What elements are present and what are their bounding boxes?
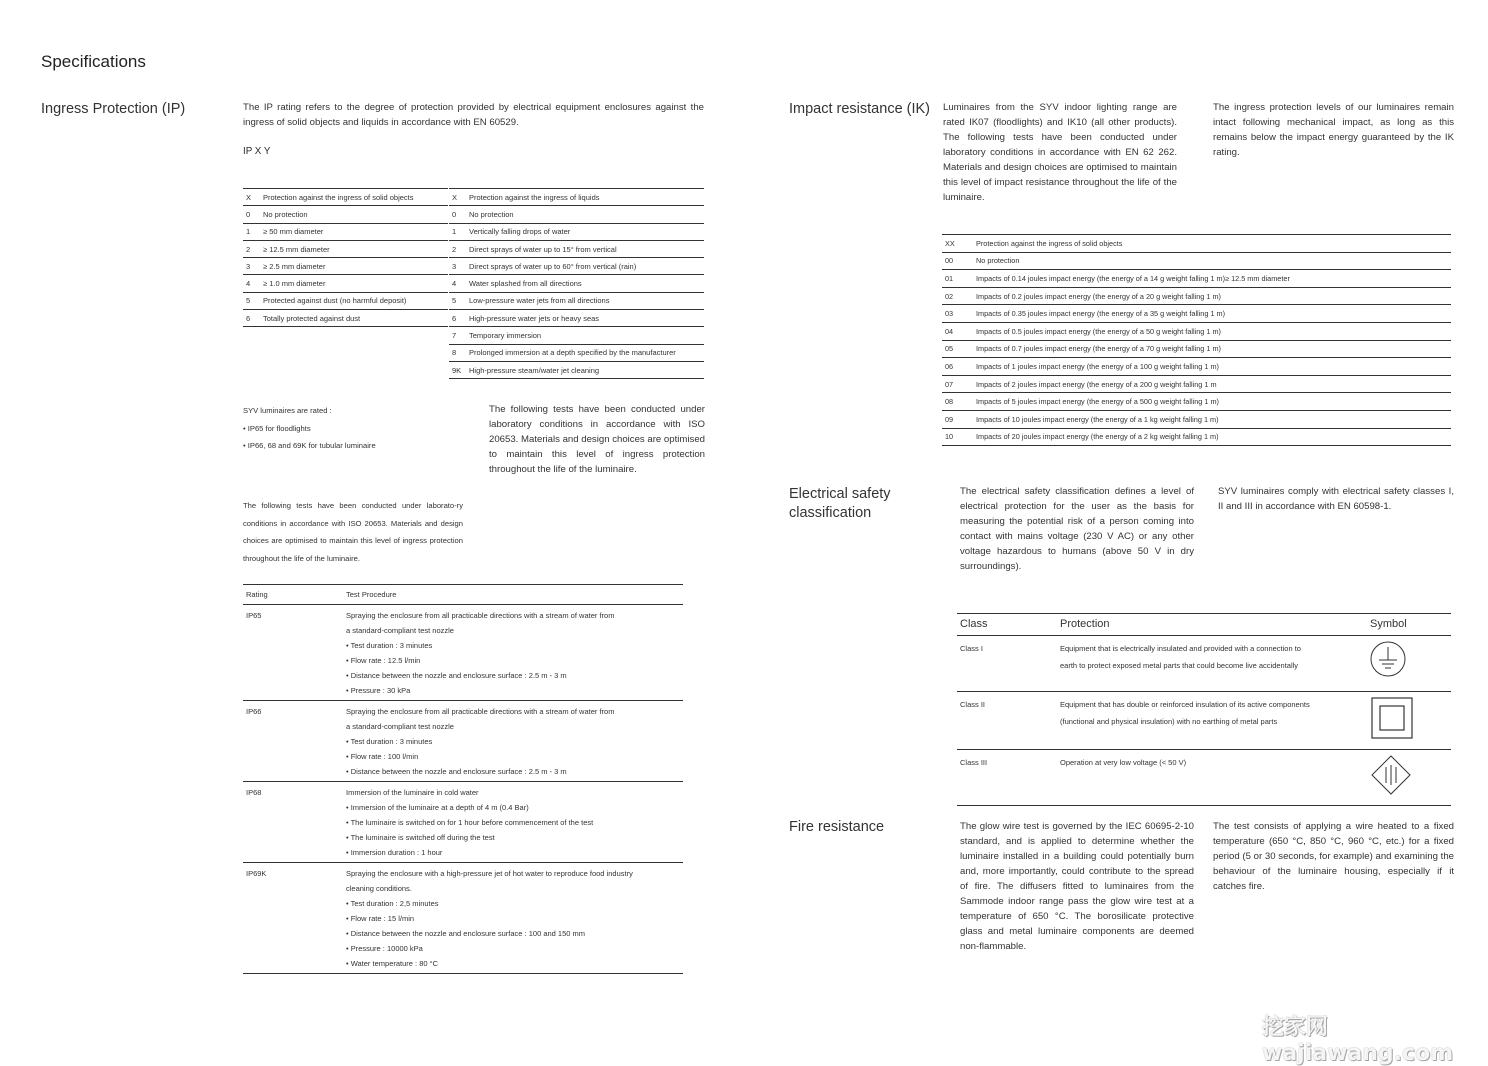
row-label: Water splashed from all directions <box>466 275 704 292</box>
rating-cell: IP66 <box>243 701 343 782</box>
row-label: Impacts of 20 joules impact energy (the energy of a 2 kg weight falling 1 m) <box>973 428 1451 446</box>
class-name: Class III <box>957 750 1057 806</box>
procedure-cell <box>343 782 683 863</box>
table-row <box>942 270 1451 288</box>
rating-header: Rating <box>243 585 343 605</box>
procedure-line: • Pressure : 30 kPa <box>346 686 411 695</box>
table-row <box>449 258 704 275</box>
class-symbol <box>1367 750 1451 806</box>
symbol-header: Symbol <box>1367 614 1451 636</box>
class-protection-line: earth to protect exposed metal parts that could become live accidentally <box>1060 661 1299 670</box>
procedure-line: • Test duration : 2,5 minutes <box>346 899 439 908</box>
row-label: Impacts of 1 joules impact energy (the energy of a 100 g weight falling 1 m) <box>973 358 1451 376</box>
fire-text1: The glow wire test is governed by the IEC 60695-2-10 standard, and is applied to determine whether the luminaire installed in a building could potentially burn and, more importantly, could contribute to the spread of fire. The diffusers fitted to luminaires from the Sammode indoor range pass the glow wire test at a temperature of 650 °C. The borosilicate protective glass and metal luminaire components are deemed non-flammable. <box>960 821 1194 952</box>
table-row <box>449 223 704 240</box>
double-insulation-icon <box>1370 696 1414 740</box>
row-code: 3 <box>449 258 466 275</box>
row-label: ≥ 50 mm diameter <box>260 223 448 240</box>
row-code: 4 <box>449 275 466 292</box>
ip-solid-table <box>243 188 448 327</box>
table-row <box>942 410 1451 428</box>
table-row <box>449 292 704 309</box>
row-label: Direct sprays of water up to 60° from vertical (rain) <box>466 258 704 275</box>
row-code: 1 <box>243 223 260 240</box>
table-row <box>942 305 1451 323</box>
procedure-line: Immersion of the luminaire in cold water <box>346 788 479 797</box>
watermark: 挖家网 wajiawang.com <box>1262 1015 1454 1066</box>
procedure-line: • Water temperature : 80 °C <box>346 959 439 968</box>
procedure-cell <box>343 863 683 974</box>
procedure-line: Spraying the enclosure from all practicable directions with a stream of water from <box>346 707 615 716</box>
electrical-class-table <box>957 613 1451 806</box>
row-code: 6 <box>449 310 466 327</box>
protection-header: Protection <box>1057 614 1367 636</box>
class-row <box>957 636 1451 692</box>
row-code: 10 <box>942 428 973 446</box>
ip-rated-block <box>243 402 443 455</box>
row-code: 5 <box>243 292 260 309</box>
table-row <box>243 275 448 292</box>
row-label: Protected against dust (no harmful deposit) <box>260 292 448 309</box>
row-label: Impacts of 5 joules impact energy (the energy of a 500 g weight falling 1 m) <box>973 393 1451 411</box>
row-code: 09 <box>942 410 973 428</box>
ip-heading: Ingress Protection (IP) <box>41 101 186 117</box>
page-title: Specifications <box>41 52 146 71</box>
table-row <box>942 375 1451 393</box>
earth-symbol-icon <box>1370 640 1410 682</box>
row-code: 7 <box>449 327 466 344</box>
row-label: Temporary immersion <box>466 327 704 344</box>
procedure-line: a standard-compliant test nozzle <box>346 722 454 731</box>
row-code: 5 <box>449 292 466 309</box>
procedure-line: Spraying the enclosure with a high-pressure jet of hot water to reproduce food industry <box>346 869 633 878</box>
procedure-line: • Distance between the nozzle and enclosure surface : 2.5 m - 3 m <box>346 671 567 680</box>
class-protection <box>1057 692 1367 750</box>
procedure-line: • Immersion duration : 1 hour <box>346 848 443 857</box>
electrical-text1: The electrical safety classification defines a level of electrical protection for the user as the basis for measuring the potential risk of a person coming into contact with mains voltage (230 V AC) or any other voltage hazardous to humans (above 50 V in dry surroundings). <box>960 486 1194 572</box>
table-row <box>942 340 1451 358</box>
procedure-line: Spraying the enclosure from all practicable directions with a stream of water from <box>346 611 615 620</box>
row-label: No protection <box>260 206 448 223</box>
table-row <box>449 344 704 361</box>
procedure-cell <box>343 701 683 782</box>
class-protection-line: Equipment that is electrically insulated and provided with a connection to <box>1060 644 1301 653</box>
row-code: 08 <box>942 393 973 411</box>
row-code: 07 <box>942 375 973 393</box>
table-row <box>243 782 683 863</box>
table-row <box>449 327 704 344</box>
table-row <box>942 322 1451 340</box>
procedure-cell <box>343 605 683 701</box>
row-code: 6 <box>243 310 260 327</box>
table-row <box>243 206 448 223</box>
row-label: Direct sprays of water up to 15° from vertical <box>466 240 704 257</box>
row-code: 9K <box>449 361 466 378</box>
row-label: Totally protected against dust <box>260 310 448 327</box>
ik-text2: The ingress protection levels of our luminaires remain intact following mechanical impact, as long as this remains below the impact energy guaranteed by the IK rating. <box>1213 102 1454 158</box>
ik-text1: Luminaires from the SYV indoor lighting range are rated IK07 (floodlights) and IK10 (all other products). The following tests have been conducted under laboratory conditions in accordance with EN 62 262. Materials and design choices are optimised to maintain this level of impact resistance throughout the life of the luminaire. <box>943 102 1177 203</box>
procedure-line: • Flow rate : 100 l/min <box>346 752 419 761</box>
row-label: Impacts of 0.35 joules impact energy (the energy of a 35 g weight falling 1 m) <box>973 305 1451 323</box>
table-row <box>243 240 448 257</box>
procedure-line: a standard-compliant test nozzle <box>346 626 454 635</box>
procedure-line: • Test duration : 3 minutes <box>346 737 433 746</box>
table-row <box>942 287 1451 305</box>
procedure-header: Test Procedure <box>343 585 683 605</box>
row-code: X <box>243 189 260 206</box>
row-label: Low-pressure water jets from all directions <box>466 292 704 309</box>
ip-rated-item: • IP65 for floodlights <box>243 423 311 433</box>
procedure-line: • Distance between the nozzle and enclosure surface : 2.5 m - 3 m <box>346 767 567 776</box>
ip-code: IP X Y <box>243 146 271 157</box>
class-protection <box>1057 636 1367 692</box>
electrical-heading-line: classification <box>789 505 872 521</box>
ip-liquid-table <box>449 188 704 379</box>
row-code: 2 <box>243 240 260 257</box>
procedure-line: • Flow rate : 12.5 l/min <box>346 656 421 665</box>
class-protection <box>1057 750 1367 806</box>
table-row <box>942 393 1451 411</box>
row-label: Protection against the ingress of solid objects <box>260 189 448 206</box>
row-code: 3 <box>243 258 260 275</box>
procedure-line: • Flow rate : 15 l/min <box>346 914 415 923</box>
table-row <box>243 863 683 974</box>
class-three-icon <box>1370 754 1412 796</box>
row-code: 2 <box>449 240 466 257</box>
row-label: High-pressure water jets or heavy seas <box>466 310 704 327</box>
table-row <box>449 240 704 257</box>
table-row <box>243 258 448 275</box>
row-code: 00 <box>942 252 973 270</box>
class-header: Class <box>957 614 1057 636</box>
procedure-line: • Distance between the nozzle and enclosure surface : 100 and 150 mm <box>346 929 586 938</box>
ip-tests-text-small: The following tests have been conducted under laborato-ry conditions in accordance with ISO 20653. Materials and design choices are optimised to maintain this level of ingress protection throughout the life of the luminaire. <box>243 501 463 563</box>
procedure-line: • The luminaire is switched off during the test <box>346 833 495 842</box>
row-label: Vertically falling drops of water <box>466 223 704 240</box>
class-symbol <box>1367 692 1451 750</box>
row-code: 05 <box>942 340 973 358</box>
table-row <box>449 361 704 378</box>
ip-rated-item: • IP66, 68 and 69K for tubular luminaire <box>243 441 376 450</box>
class-row <box>957 750 1451 806</box>
row-code: X <box>449 189 466 206</box>
row-label: Impacts of 0.7 joules impact energy (the energy of a 70 g weight falling 1 m) <box>973 340 1451 358</box>
row-code: 0 <box>449 206 466 223</box>
row-label: ≥ 2.5 mm diameter <box>260 258 448 275</box>
row-code: 01 <box>942 270 973 288</box>
electrical-text2: SYV luminaires comply with electrical safety classes I, II and III in accordance with EN 60598-1. <box>1218 486 1454 512</box>
row-code: 4 <box>243 275 260 292</box>
row-code: 04 <box>942 322 973 340</box>
electrical-heading-line: Electrical safety <box>789 486 891 502</box>
row-code: 03 <box>942 305 973 323</box>
row-label: ≥ 1.0 mm diameter <box>260 275 448 292</box>
row-label: No protection <box>973 252 1451 270</box>
row-label: Prolonged immersion at a depth specified by the manufacturer <box>466 344 704 361</box>
row-label: Impacts of 2 joules impact energy (the energy of a 200 g weight falling 1 m <box>973 375 1451 393</box>
row-code: 1 <box>449 223 466 240</box>
row-label: Impacts of 0.2 joules impact energy (the energy of a 20 g weight falling 1 m) <box>973 287 1451 305</box>
table-row <box>449 310 704 327</box>
fire-text2: The test consists of applying a wire heated to a fixed temperature (650 °C, 850 °C, 960 °C, etc.) for a fixed period (5 or 30 seconds, for example) and examining the behaviour of the luminaire housing, especially if it catches fire. <box>1213 821 1454 892</box>
table-row <box>942 358 1451 376</box>
class-row <box>957 692 1451 750</box>
table-row <box>449 206 704 223</box>
class-symbol <box>1367 636 1451 692</box>
row-label: High-pressure steam/water jet cleaning <box>466 361 704 378</box>
rating-cell: IP65 <box>243 605 343 701</box>
class-name: Class II <box>957 692 1057 750</box>
rating-cell: IP68 <box>243 782 343 863</box>
rating-cell: IP69K <box>243 863 343 974</box>
ip-rating-table <box>243 584 683 974</box>
table-row <box>243 701 683 782</box>
table-row <box>243 310 448 327</box>
table-row <box>243 292 448 309</box>
row-label: Impacts of 10 joules impact energy (the energy of a 1 kg weight falling 1 m) <box>973 410 1451 428</box>
procedure-line: • Pressure : 10000 kPa <box>346 944 423 953</box>
table-row <box>942 428 1451 446</box>
ik-heading: Impact resistance (IK) <box>789 101 931 117</box>
table-row <box>942 235 1451 253</box>
procedure-line: cleaning conditions. <box>346 884 412 893</box>
row-label: Impacts of 0.14 joules impact energy (the energy of a 14 g weight falling 1 m)≥ 12.5 mm diameter <box>973 270 1451 288</box>
procedure-line: • Immersion of the luminaire at a depth of 4 m (0.4 Bar) <box>346 803 529 812</box>
row-label: Protection against the ingress of liquids <box>466 189 704 206</box>
ip-tests-text: The following tests have been conducted under laboratory conditions in accordance with ISO 20653. Materials and design choices are optimised to maintain this level of ingress protection throughout the life of the luminaire. <box>489 404 705 475</box>
class-protection-line: (functional and physical insulation) with no earthing of metal parts <box>1060 717 1278 726</box>
electrical-heading <box>789 485 891 523</box>
class-protection-line: Operation at very low voltage (< 50 V) <box>1060 758 1187 767</box>
row-label: Impacts of 0.5 joules impact energy (the energy of a 50 g weight falling 1 m) <box>973 322 1451 340</box>
row-code: 0 <box>243 206 260 223</box>
row-label: No protection <box>466 206 704 223</box>
fire-heading: Fire resistance <box>789 819 885 835</box>
row-label: ≥ 12.5 mm diameter <box>260 240 448 257</box>
table-row <box>243 605 683 701</box>
class-protection-line: Equipment that has double or reinforced insulation of its active components <box>1060 700 1310 709</box>
ip-rated-title: SYV luminaires are rated : <box>243 406 332 415</box>
row-code: 8 <box>449 344 466 361</box>
table-row <box>449 275 704 292</box>
row-label: Protection against the ingress of solid objects <box>973 235 1451 253</box>
procedure-line: • The luminaire is switched on for 1 hour before commencement of the test <box>346 818 594 827</box>
row-code: 02 <box>942 287 973 305</box>
table-row <box>942 252 1451 270</box>
table-row <box>243 223 448 240</box>
table-row <box>449 189 704 206</box>
row-code: 06 <box>942 358 973 376</box>
ik-table <box>942 234 1451 446</box>
class-name: Class I <box>957 636 1057 692</box>
procedure-line: • Test duration : 3 minutes <box>346 641 433 650</box>
row-code: XX <box>942 235 973 253</box>
ip-intro: The IP rating refers to the degree of protection provided by electrical equipment enclosures against the ingress of solid objects and liquids in accordance with EN 60529. <box>243 102 704 128</box>
table-row <box>243 189 448 206</box>
